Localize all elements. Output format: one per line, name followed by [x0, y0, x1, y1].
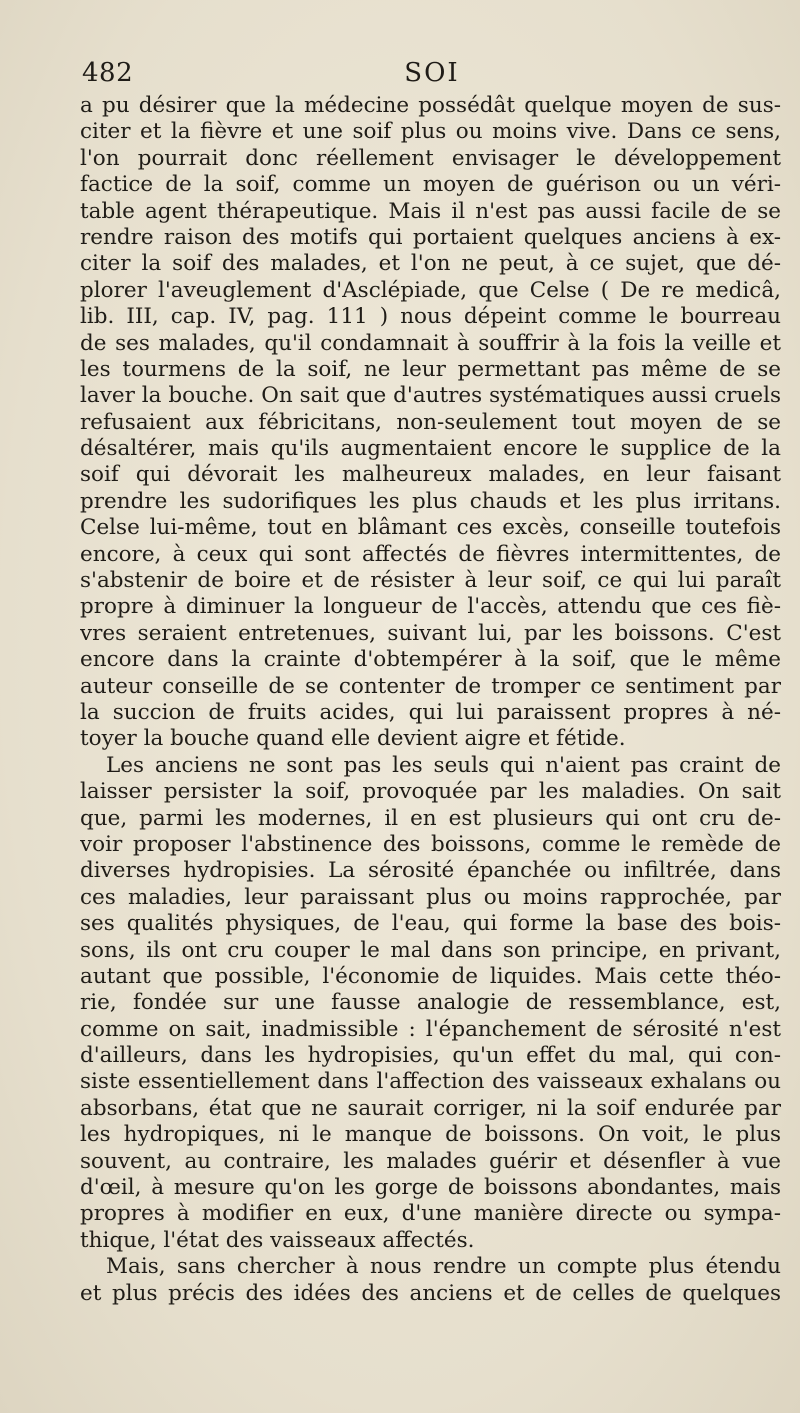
paragraph [80, 1254, 781, 1307]
text-line: les hydropiques, ni le manque de boissons. On voit, le plus [80, 1122, 781, 1148]
text-line: lib. III, cap. IV, pag. 111 ) nous dépeint comme le bourreau [80, 304, 781, 330]
text-line: vres seraient entretenues, suivant lui, par les boissons. C'est [80, 620, 781, 646]
text-line: rie, fondée sur une fausse analogie de ressemblance, est, [80, 990, 781, 1016]
text-line: auteur conseille de se contenter de tromper ce sentiment par [80, 673, 781, 699]
text-line: citer la soif des malades, et l'on ne peut, à ce sujet, que dé- [80, 251, 781, 277]
text-line: propre à diminuer la longueur de l'accès, attendu que ces fiè- [80, 594, 781, 620]
body-text [80, 93, 781, 1307]
text-line: Les anciens ne sont pas les seuls qui n'aient pas craint de [106, 752, 781, 778]
text-line: comme on sait, inadmissible : l'épanchement de sérosité n'est [80, 1016, 781, 1042]
text-line: prendre les sudorifiques les plus chauds et les plus irritans. [80, 488, 781, 514]
text-line: siste essentiellement dans l'affection des vaisseaux exhalans ou [80, 1069, 781, 1095]
text-line: factice de la soif, comme un moyen de guérison ou un véri- [80, 172, 781, 198]
text-line: que, parmi les modernes, il en est plusieurs qui ont cru de- [80, 805, 781, 831]
text-line: désaltérer, mais qu'ils augmentaient encore le supplice de la [80, 436, 781, 462]
text-line: voir proposer l'abstinence des boissons, comme le remède de [80, 831, 781, 857]
text-line: toyer la bouche quand elle devient aigre et fétide. [80, 726, 626, 752]
text-line: propres à modifier en eux, d'une manière directe ou sympa- [80, 1201, 781, 1227]
text-line: ces maladies, leur paraissant plus ou moins rapprochée, par [80, 884, 781, 910]
text-line: autant que possible, l'économie de liquides. Mais cette théo- [80, 963, 781, 989]
text-line: de ses malades, qu'il condamnait à souffrir à la fois la veille et [80, 330, 781, 356]
page-header [82, 58, 782, 94]
text-line: sons, ils ont cru couper le mal dans son principe, en privant, [80, 937, 781, 963]
text-line: encore dans la crainte d'obtempérer à la soif, que le même [80, 647, 781, 673]
text-line: les tourmens de la soif, ne leur permettant pas même de se [80, 356, 781, 382]
text-line: encore, à ceux qui sont affectés de fièvres intermittentes, de [80, 541, 781, 567]
text-line: plorer l'aveuglement d'Asclépiade, que Celse ( De re medicâ, [80, 277, 781, 303]
text-line: ses qualités physiques, de l'eau, qui forme la base des bois- [80, 911, 781, 937]
text-line: d'œil, à mesure qu'on les gorge de boissons abondantes, mais [80, 1175, 781, 1201]
text-line: a pu désirer que la médecine possédât quelque moyen de sus- [80, 93, 781, 118]
text-line: table agent thérapeutique. Mais il n'est pas aussi facile de se [80, 198, 781, 224]
text-line: Mais, sans chercher à nous rendre un compte plus étendu [106, 1254, 781, 1280]
text-line: l'on pourrait donc réellement envisager le développement [80, 145, 781, 171]
text-line: la succion de fruits acides, qui lui paraissent propres à né- [80, 699, 781, 725]
text-line: citer et la fièvre et une soif plus ou moins vive. Dans ce sens, [80, 119, 781, 145]
text-line: diverses hydropisies. La sérosité épanchée ou infiltrée, dans [80, 858, 781, 884]
text-line: refusaient aux fébricitans, non-seulement tout moyen de se [80, 409, 781, 435]
text-line: Celse lui-même, tout en blâmant ces excès, conseille toutefois [80, 515, 781, 541]
text-line: et plus précis des idées des anciens et de celles de quelques [80, 1280, 781, 1306]
text-line: d'ailleurs, dans les hydropisies, qu'un effet du mal, qui con- [80, 1043, 781, 1069]
text-line: soif qui dévorait les malheureux malades, en leur faisant [80, 462, 781, 488]
text-line: souvent, au contraire, les malades guérir et désenfler à vue [80, 1148, 781, 1174]
running-head: SOI [404, 58, 460, 88]
text-line: s'abstenir de boire et de résister à leur soif, ce qui lui paraît [80, 568, 781, 594]
paragraph [80, 93, 781, 753]
paragraph [80, 753, 781, 1254]
page-number: 482 [82, 58, 134, 88]
text-line: laisser persister la soif, provoquée par les maladies. On sait [80, 779, 781, 805]
text-line: rendre raison des motifs qui portaient quelques anciens à ex- [80, 224, 781, 250]
text-line: absorbans, état que ne saurait corriger, ni la soif endurée par [80, 1095, 781, 1121]
text-line: thique, l'état des vaisseaux affectés. [80, 1227, 475, 1253]
text-line: laver la bouche. On sait que d'autres systématiques aussi cruels [80, 383, 781, 409]
